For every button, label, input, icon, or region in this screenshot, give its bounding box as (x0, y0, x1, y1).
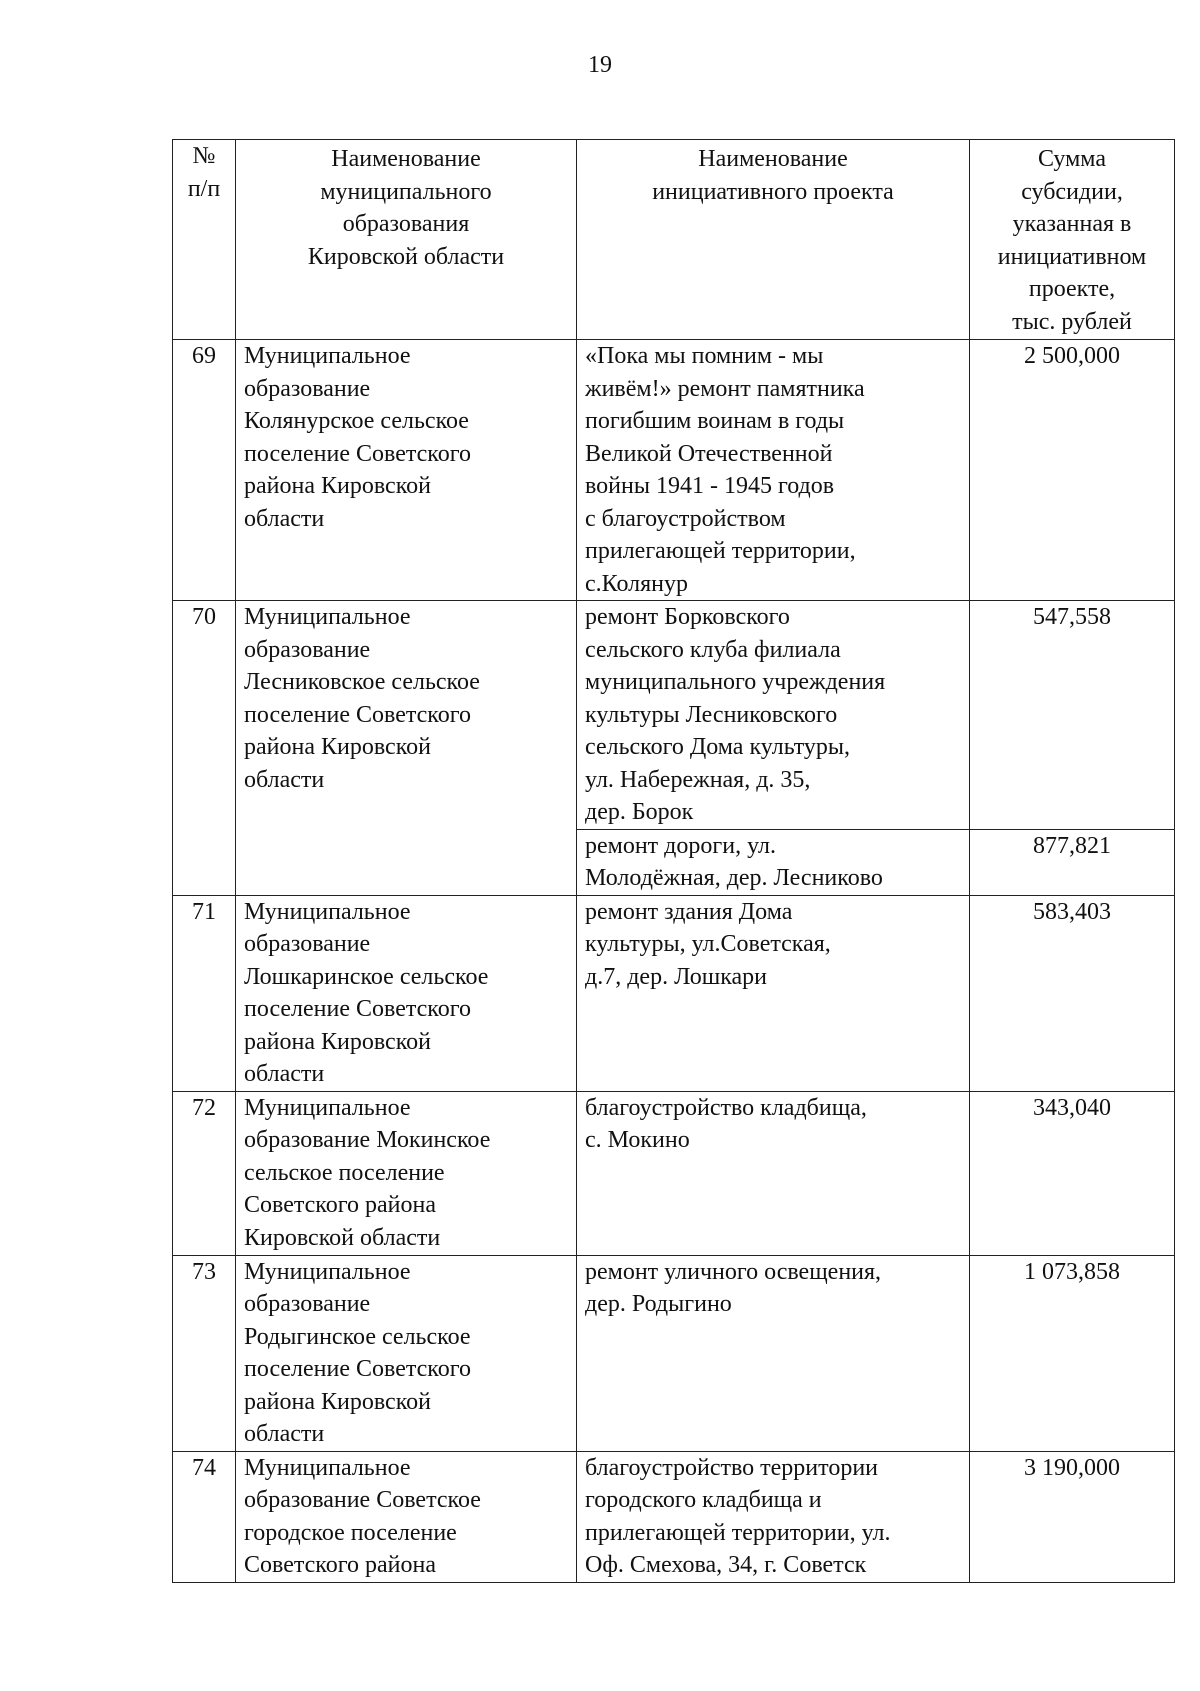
row-number: 71 (173, 895, 236, 1091)
header-num: № п/п (173, 140, 236, 340)
subsidy-sum: 1 073,858 (970, 1255, 1175, 1451)
municipality-name: Муниципальное образование Лесниковское сельское поселение Советского района Кировской области (236, 601, 577, 896)
municipality-name: Муниципальное образование Советское городское поселение Советского района (236, 1451, 577, 1582)
table-row (173, 1091, 1175, 1255)
page-number: 19 (588, 52, 612, 78)
row-number: 72 (173, 1091, 236, 1255)
subsidy-sum: 583,403 (970, 895, 1175, 1091)
header-project: Наименование инициативного проекта (577, 140, 970, 340)
municipality-name: Муниципальное образование Родыгинское сельское поселение Советского района Кировской области (236, 1255, 577, 1451)
municipality-name: Муниципальное образование Колянурское сельское поселение Советского района Кировской области (236, 340, 577, 601)
table-row (173, 601, 1175, 830)
project-name: благоустройство территории городского кладбища и прилегающей территории, ул. Оф. Смехова, 34, г. Советск (577, 1451, 970, 1582)
header-sum: Сумма субсидии, указанная в инициативном проекте, тыс. рублей (970, 140, 1175, 340)
subsidy-sum: 3 190,000 (970, 1451, 1175, 1582)
municipality-name: Муниципальное образование Мокинское сельское поселение Советского района Кировской области (236, 1091, 577, 1255)
row-number: 73 (173, 1255, 236, 1451)
subsidy-sum: 877,821 (970, 829, 1175, 895)
table-row (173, 895, 1175, 1091)
table-row (173, 340, 1175, 601)
project-name: ремонт дороги, ул. Молодёжная, дер. Лесниково (577, 829, 970, 895)
table-row (173, 1451, 1175, 1582)
municipality-name: Муниципальное образование Лошкаринское сельское поселение Советского района Кировской области (236, 895, 577, 1091)
table-row (173, 1255, 1175, 1451)
project-name: ремонт уличного освещения, дер. Родыгино (577, 1255, 970, 1451)
subsidy-table (172, 139, 1175, 1583)
row-number: 74 (173, 1451, 236, 1582)
row-number: 69 (173, 340, 236, 601)
project-name: «Пока мы помним - мы живём!» ремонт памятника погибшим воинам в годы Великой Отечественной войны 1941 - 1945 годов с благоустройством прилегающей территории, с.Колянур (577, 340, 970, 601)
subsidy-sum: 2 500,000 (970, 340, 1175, 601)
subsidy-sum: 547,558 (970, 601, 1175, 830)
project-name: ремонт здания Дома культуры, ул.Советская, д.7, дер. Лошкари (577, 895, 970, 1091)
project-name: ремонт Борковского сельского клуба филиала муниципального учреждения культуры Лесниковского сельского Дома культуры, ул. Набережная, д. 35, дер. Борок (577, 601, 970, 830)
subsidy-sum: 343,040 (970, 1091, 1175, 1255)
header-municipality: Наименование муниципального образования Кировской области (236, 140, 577, 340)
project-name: благоустройство кладбища, с. Мокино (577, 1091, 970, 1255)
row-number: 70 (173, 601, 236, 896)
table-header-row (173, 140, 1175, 340)
